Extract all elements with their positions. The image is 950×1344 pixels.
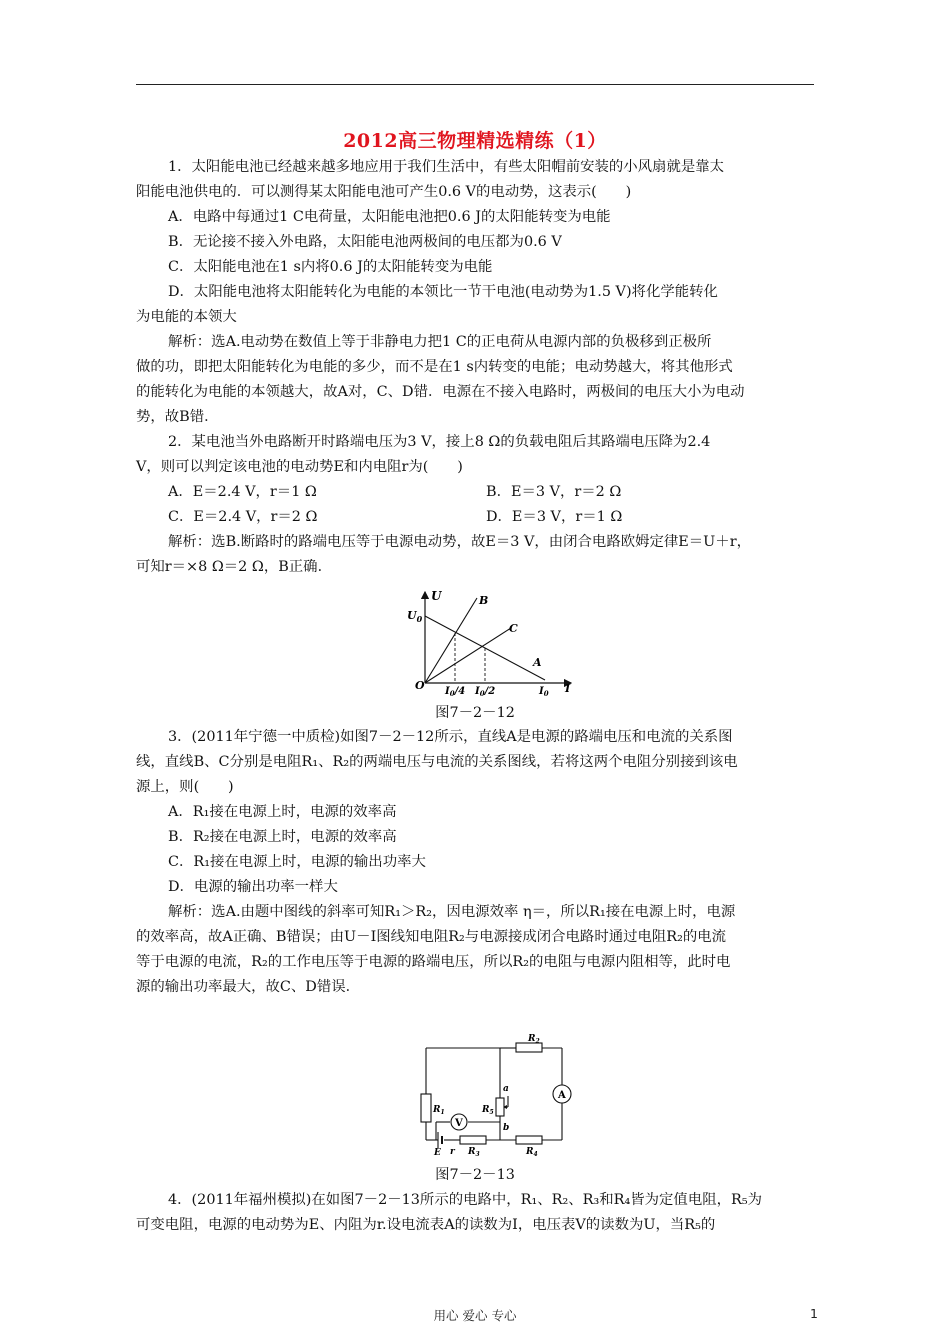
figure-caption-13: 图7－2－13 — [435, 1167, 515, 1183]
q3-answer-line1: 解析：选A.由题中图线的斜率可知R₁＞R₂，因电源效率 η＝，所以R₁接在电源上时，电源 — [168, 904, 736, 920]
svg-text:R3: $R_3$ — [468, 1147, 480, 1158]
label-a: A — [533, 656, 542, 669]
q2-answer-line2: 可知r＝×8 Ω＝2 Ω，B正确． — [136, 559, 332, 575]
label-c: C — [509, 622, 518, 635]
q1-answer-line2: 做的功，即把太阳能转化为电能的多少，而不是在1 s内转变的电能；电动势越大，将其他形式 — [136, 359, 733, 375]
page-title: 2012高三物理精选精练（1） — [343, 130, 607, 152]
q3-option-b: B．R₂接在电源上时，电源的效率高 — [168, 829, 397, 845]
ui-graph-figure — [405, 588, 580, 696]
tick-i0-quarter: $I_0/4$ — [445, 686, 466, 696]
svg-text:a: a — [503, 1084, 509, 1094]
q3-option-a: A．R₁接在电源上时，电源的效率高 — [168, 804, 397, 820]
label-b: B — [479, 594, 489, 607]
label-o: O — [415, 679, 425, 692]
q3-option-c: C．R₁接在电源上时，电源的输出功率大 — [168, 854, 426, 870]
q1-answer-line1: 解析：选A.电动势在数值上等于非静电力把1 C的正电荷从电源内部的负极移到正极所 — [168, 334, 712, 350]
tick-i0: $I_0$ — [539, 686, 549, 696]
svg-text:R2: $R_2$ — [528, 1034, 540, 1045]
tick-i0-half: $I_0/2$ — [475, 686, 496, 696]
svg-text:E: E — [434, 1148, 441, 1158]
q1-option-d-line1: D．太阳能电池将太阳能转化为电能的本领比一节干电池(电动势为1.5 V)将化学能转化 — [168, 284, 718, 300]
q1-option-a: A．电路中每通过1 C电荷量，太阳能电池把0.6 J的太阳能转变为电能 — [168, 209, 611, 225]
q1-answer-line4: 势，故B错． — [136, 409, 219, 425]
q3-answer-line4: 源的输出功率最大，故C、D错误． — [136, 979, 361, 995]
resistor-r5 — [496, 1098, 504, 1116]
q2-option-a: A．E＝2.4 V，r＝1 Ω — [168, 484, 317, 500]
svg-text:r: r — [450, 1147, 455, 1157]
q4-stem-line1: 4．(2011年福州模拟)在如图7－2－13所示的电路中，R₁、R₂、R₃和R₄皆为定值电阻，R₅为 — [168, 1192, 762, 1208]
q3-answer-line2: 的效率高，故A正确、B错误；由U－I图线知电阻R₂与电源接成闭合电路时通过电阻R₂的电流 — [136, 929, 727, 945]
q2-stem-line1: 2．某电池当外电路断开时路端电压为3 V，接上8 Ω的负载电阻后其路端电压降为2.4 — [168, 434, 711, 450]
svg-text:R5: $R_5$ — [482, 1105, 494, 1116]
label-u: U — [431, 589, 442, 603]
resistor-r4 — [516, 1136, 542, 1144]
q4-stem-line2: 可变电阻，电源的电动势为E、内阻为r.设电流表A的读数为I，电压表V的读数为U，当R₅的 — [136, 1217, 716, 1233]
q1-option-b: B．无论接不接入外电路，太阳能电池两极间的电压都为0.6 V — [168, 234, 562, 250]
q2-option-c: C．E＝2.4 V，r＝2 Ω — [168, 509, 318, 525]
q1-option-c: C．太阳能电池在1 s内将0.6 J的太阳能转变为电能 — [168, 259, 493, 275]
svg-text:A: A — [558, 1090, 566, 1101]
q3-option-d: D．电源的输出功率一样大 — [168, 879, 338, 895]
svg-text:V: V — [455, 1118, 463, 1129]
label-u0: $U_0$ — [407, 609, 423, 624]
page-number: 1 — [810, 1306, 818, 1321]
resistor-r1 — [421, 1094, 431, 1122]
q1-option-d-line2: 为电能的本领大 — [136, 309, 237, 325]
svg-text:R1: $R_1$ — [433, 1105, 445, 1116]
line-b — [425, 598, 477, 683]
svg-text:R4: $R_4$ — [526, 1147, 538, 1158]
q2-option-d: D．E＝3 V，r＝1 Ω — [486, 509, 623, 525]
resistor-r3 — [460, 1136, 486, 1144]
q1-answer-line3: 的能转化为电能的本领越大，故A对，C、D错．电源在不接入电路时，两极间的电压大小为电动 — [136, 384, 745, 400]
q3-stem-line2: 线，直线B、C分别是电阻R₁、R₂的两端电压与电流的关系图线，若将这两个电阻分别接到该电 — [136, 754, 738, 770]
page-footer: 用心 爱心 专心 — [433, 1308, 517, 1323]
circuit-figure — [412, 1030, 582, 1158]
q2-stem-line2: V，则可以判定该电池的电动势E和内电阻r为( ) — [136, 459, 463, 475]
q2-option-b: B．E＝3 V，r＝2 Ω — [486, 484, 622, 500]
q1-stem-line1: 1．太阳能电池已经越来越多地应用于我们生活中，有些太阳帽前安装的小风扇就是靠太 — [168, 159, 725, 175]
q2-answer-line1: 解析：选B.断路时的路端电压等于电源电动势，故E＝3 V，由闭合电路欧姆定律E＝U＋r， — [168, 534, 751, 550]
q3-answer-line3: 等于电源的电流，R₂的工作电压等于电源的路端电压，所以R₂的电阻与电源内阻相等，此时电 — [136, 954, 731, 970]
header-rule — [136, 84, 814, 85]
q3-stem-line1: 3．(2011年宁德一中质检)如图7－2－12所示，直线A是电源的路端电压和电流的关系图 — [168, 729, 733, 745]
q3-stem-line3: 源上，则( ) — [136, 779, 234, 795]
figure-caption-12: 图7－2－12 — [435, 705, 515, 721]
q1-stem-line2: 阳能电池供电的．可以测得某太阳能电池可产生0.6 V的电动势，这表示( ) — [136, 184, 632, 200]
label-i: I — [565, 682, 571, 695]
svg-text:b: b — [503, 1123, 510, 1133]
